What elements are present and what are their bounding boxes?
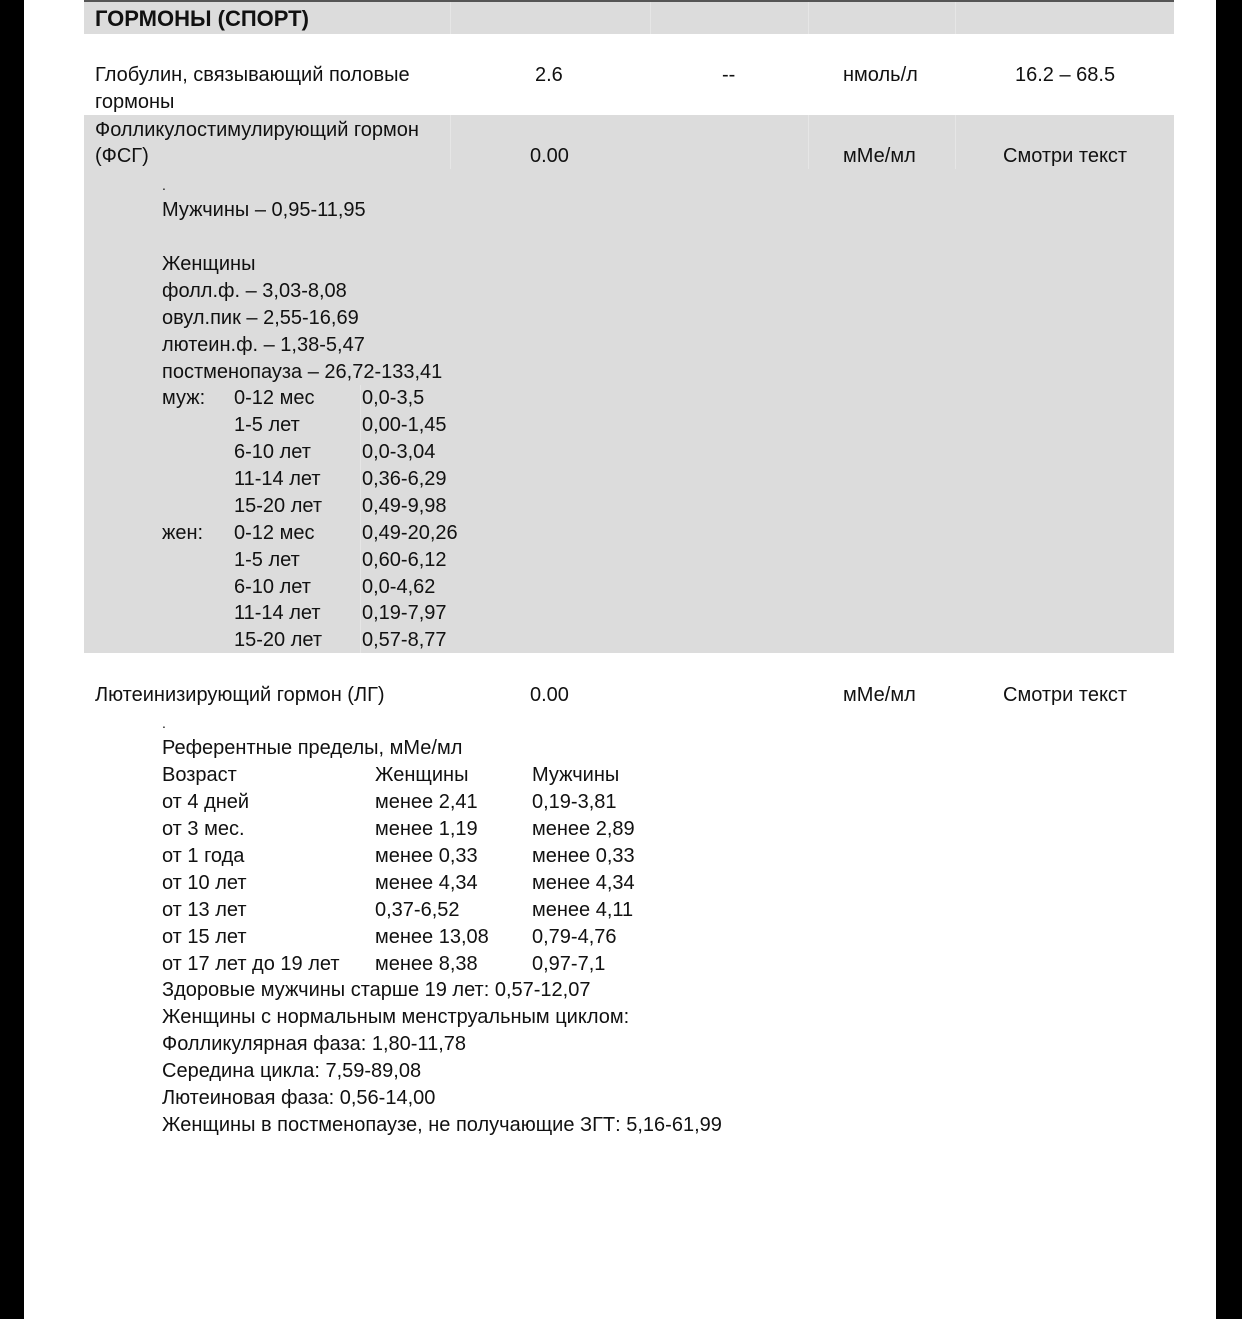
lh-row-women: менее 1,19: [375, 818, 478, 840]
lh-row-men: менее 4,11: [532, 899, 634, 921]
shbg-reference: 16.2 – 68.5: [1015, 64, 1116, 86]
fsh-male-age: 6-10 лет: [234, 441, 311, 463]
lh-value: 0.00: [530, 684, 569, 706]
lh-row-men: менее 4,34: [532, 872, 635, 894]
shbg-name-line2: гормоны: [95, 91, 175, 113]
fsh-female-age: 1-5 лет: [234, 549, 300, 571]
fsh-female-range: 0,57-8,77: [362, 629, 447, 651]
lh-row-age: от 4 дней: [162, 791, 250, 813]
fsh-female-age: 11-14 лет: [234, 602, 321, 624]
fsh-note: Мужчины – 0,95-11,95: [162, 199, 366, 221]
fsh-value: 0.00: [530, 145, 569, 167]
fsh-female-range: 0,60-6,12: [362, 549, 447, 571]
fsh-name-line2: (ФСГ): [95, 145, 149, 167]
lh-row-women: 0,37-6,52: [375, 899, 460, 921]
column-divider: [650, 2, 651, 34]
fsh-male-age: 11-14 лет: [234, 468, 321, 490]
fsh-name-line1: Фолликулостимулирующий гормон: [95, 119, 419, 141]
fsh-male-range: 0,36-6,29: [362, 468, 447, 490]
lh-footer-note: Фолликулярная фаза: 1,80-11,78: [162, 1033, 467, 1055]
lh-footer-note: Женщины в постменопаузе, не получающие ЗГТ: 5,16-61,99: [162, 1114, 722, 1136]
section-title: ГОРМОНЫ (СПОРТ): [95, 6, 309, 31]
lh-row-women: менее 8,38: [375, 953, 478, 975]
column-divider: [360, 385, 361, 653]
lh-bullet: .: [162, 715, 166, 731]
shbg-value: 2.6: [535, 64, 563, 86]
fsh-male-age: 1-5 лет: [234, 414, 300, 436]
fsh-reference: Смотри текст: [1003, 145, 1128, 167]
shbg-unit: нмоль/л: [843, 64, 918, 86]
fsh-female-range: 0,19-7,97: [362, 602, 447, 624]
lh-reference: Смотри текст: [1003, 684, 1128, 706]
fsh-note: постменопауза – 26,72-133,41: [162, 361, 443, 383]
fsh-bullet: .: [162, 177, 166, 193]
fsh-male-range: 0,00-1,45: [362, 414, 447, 436]
lh-footer-note: Лютеиновая фаза: 0,56-14,00: [162, 1087, 436, 1109]
fsh-male-range: 0,49-9,98: [362, 495, 447, 517]
lh-row-women: менее 4,34: [375, 872, 478, 894]
column-divider: [808, 2, 809, 34]
lh-row-age: от 15 лет: [162, 926, 247, 948]
fsh-note: лютеин.ф. – 1,38-5,47: [162, 334, 365, 356]
fsh-note: овул.пик – 2,55-16,69: [162, 307, 359, 329]
column-divider: [450, 2, 451, 34]
fsh-female-age: 15-20 лет: [234, 629, 322, 651]
shbg-flag: --: [722, 64, 736, 86]
fsh-note: фолл.ф. – 3,03-8,08: [162, 280, 347, 302]
column-divider: [955, 115, 956, 169]
shbg-name-line1: Глобулин, связывающий половые: [95, 64, 410, 86]
lh-footer-note: Здоровые мужчины старше 19 лет: 0,57-12,07: [162, 979, 591, 1001]
lh-row-women: менее 13,08: [375, 926, 489, 948]
fsh-male-label: муж:: [162, 387, 206, 409]
lh-row-men: менее 2,89: [532, 818, 635, 840]
lh-row-men: менее 0,33: [532, 845, 635, 867]
lh-row-age: от 13 лет: [162, 899, 247, 921]
lh-header-age: Возраст: [162, 764, 237, 786]
fsh-male-range: 0,0-3,5: [362, 387, 425, 409]
lh-row-women: менее 2,41: [375, 791, 478, 813]
fsh-male-age: 0-12 мес: [234, 387, 315, 409]
lh-row-age: от 3 мес.: [162, 818, 245, 840]
lh-header-women: Женщины: [375, 764, 469, 786]
lh-row-age: от 10 лет: [162, 872, 247, 894]
lh-row-men: 0,97-7,1: [532, 953, 606, 975]
column-divider: [450, 115, 451, 169]
column-divider: [808, 115, 809, 169]
fsh-female-range: 0,49-20,26: [362, 522, 458, 544]
lh-row-men: 0,79-4,76: [532, 926, 617, 948]
lh-name: Лютеинизирующий гормон (ЛГ): [95, 684, 385, 706]
lh-unit: мМе/мл: [843, 684, 916, 706]
column-divider: [955, 2, 956, 34]
fsh-note: Женщины: [162, 253, 256, 275]
fsh-female-age: 0-12 мес: [234, 522, 315, 544]
lh-ref-title: Референтные пределы, мМе/мл: [162, 737, 463, 759]
lh-row-age: от 1 года: [162, 845, 245, 867]
fsh-female-range: 0,0-4,62: [362, 576, 436, 598]
fsh-unit: мМе/мл: [843, 145, 916, 167]
lh-row-women: менее 0,33: [375, 845, 478, 867]
lh-row-age: от 17 лет до 19 лет: [162, 953, 340, 975]
fsh-female-age: 6-10 лет: [234, 576, 311, 598]
lh-row-men: 0,19-3,81: [532, 791, 617, 813]
fsh-male-age: 15-20 лет: [234, 495, 322, 517]
lh-footer-note: Женщины с нормальным менструальным циклом:: [162, 1006, 630, 1028]
lh-header-men: Мужчины: [532, 764, 620, 786]
fsh-male-range: 0,0-3,04: [362, 441, 436, 463]
fsh-female-label: жен:: [162, 522, 204, 544]
lh-footer-note: Середина цикла: 7,59-89,08: [162, 1060, 422, 1082]
